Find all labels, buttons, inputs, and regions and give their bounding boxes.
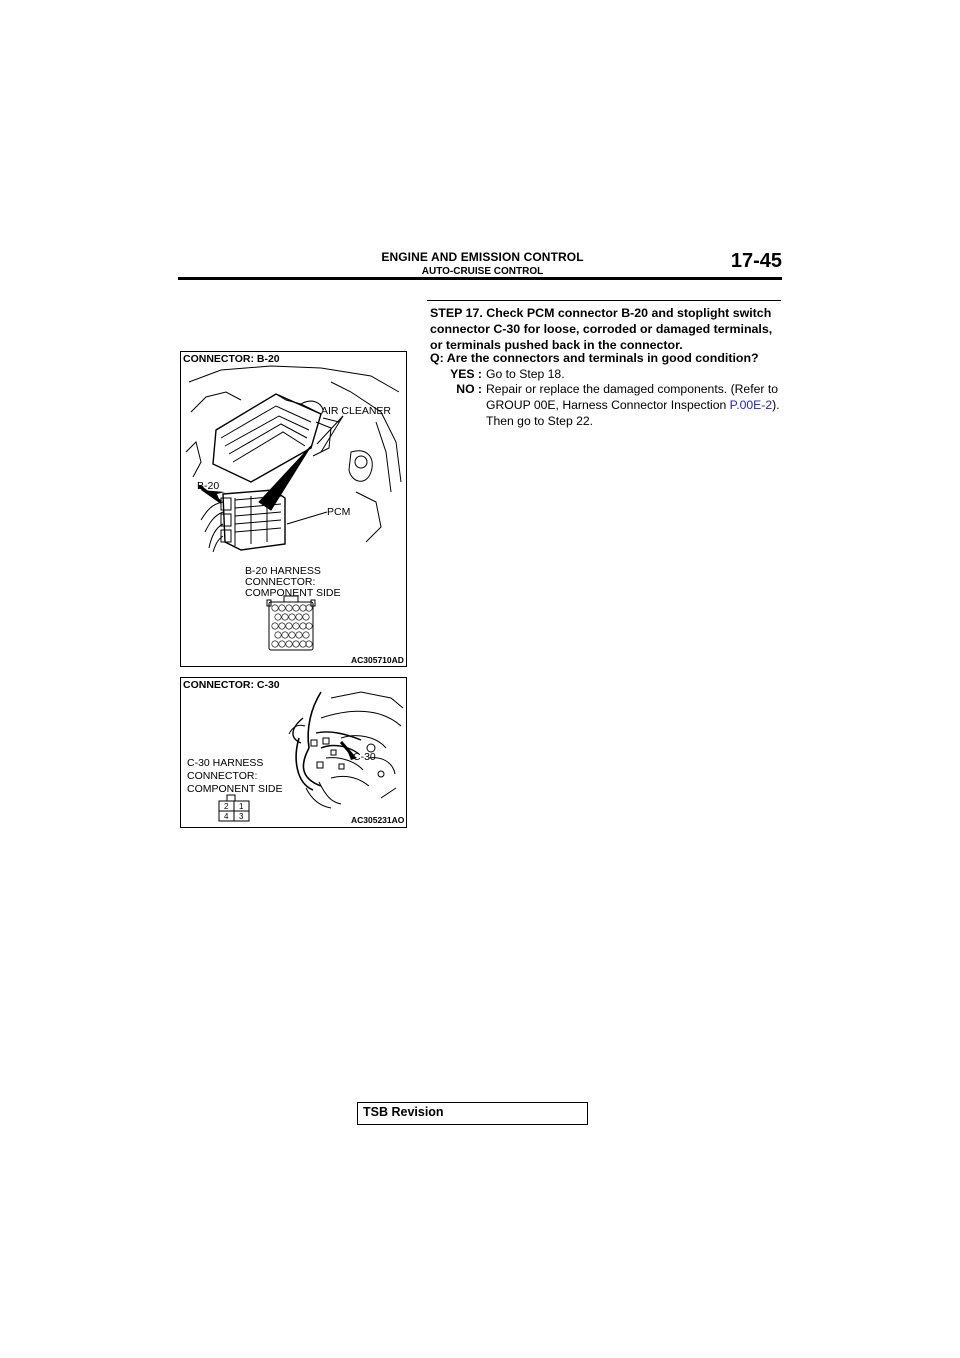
b20-connector-label: B-20 [197,480,220,492]
pin-4: 4 [224,812,229,821]
section-title: ENGINE AND EMISSION CONTROL [381,250,584,264]
harness-label-line: C-30 HARNESS [187,757,264,769]
section-subtitle: AUTO-CRUISE CONTROL [421,266,544,277]
pin-1: 1 [239,802,244,811]
figure-code: AC305710AD [351,655,404,665]
reference-link[interactable]: P.00E-2 [729,398,773,412]
harness-label-line: CONNECTOR: [245,576,316,588]
step-rule [427,300,781,301]
connector-pin-grid [272,605,312,647]
c30-connector-label: C-30 [353,751,376,763]
harness-label [187,757,282,796]
harness-label-line: COMPONENT SIDE [187,783,283,795]
answer-text [486,381,782,429]
answer-key: YES : [450,367,482,381]
figure-connector-c30 [180,677,407,828]
pin-2: 2 [224,802,229,811]
pin-3: 3 [239,812,244,821]
figure-connector-b20 [180,351,407,667]
air-cleaner-label: AIR CLEANER [321,405,392,417]
harness-label-line: CONNECTOR: [187,770,258,782]
step-question: Q: Are the connectors and terminals in good condition? [430,351,759,365]
figure-code: AC305231AO [351,815,405,825]
header-rule [178,277,782,280]
figure-title: CONNECTOR: C-30 [183,679,280,691]
answer-text: Go to Step 18. [486,367,565,381]
harness-label [245,566,340,599]
harness-label-line: B-20 HARNESS [245,565,321,577]
figure-title: CONNECTOR: B-20 [183,353,280,365]
harness-label-line: COMPONENT SIDE [245,587,341,599]
engine-bay-illustration [181,352,406,666]
page-number: 17-45 [730,250,782,272]
footer-label: TSB Revision [363,1105,444,1119]
step-heading: STEP 17. Check PCM connector B-20 and stoplight switch connector C-30 for loose, corroded or damaged terminals, or terminals pushed back in the connector. [430,306,773,352]
answer-key: NO : [456,382,482,396]
pcm-label: PCM [327,506,351,518]
answer-text-after: ). Then go to Step 22. [486,398,780,428]
answer-text-before: Repair or replace the damaged components. (Refer to GROUP 00E, Harness Connector Inspection [486,382,778,412]
